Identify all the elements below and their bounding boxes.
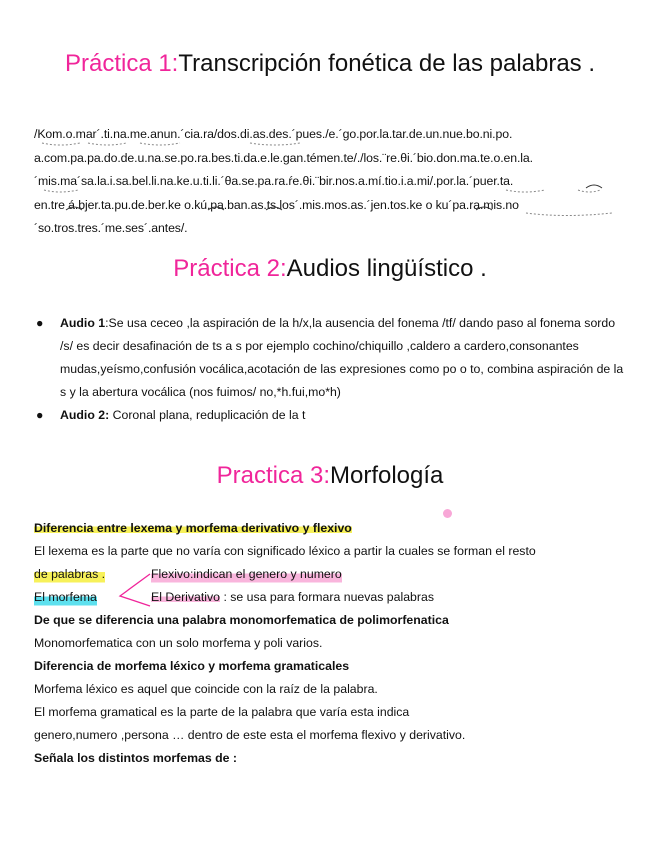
audio-1-text: :Se usa ceceo ,la aspiración de la h/x,la ausencia del fonema /tf/ dando paso al fonema sordo /s/ es decir desafinación de ts a s por ejemplo cochino/chiquillo ,caldero a cardero,consonantes mudas,yeísmo,confusión vocálica,acotación de las expresiones como po o to, combina aspiración de la s y la abertura vocálica (nos fuimos/ no,*h.fui,mo*h): [60, 316, 624, 399]
flexivo-note: Flexivo:indican el genero y numero: [151, 563, 342, 586]
phonetic-line: a.com.pa.pa.do.de.u.na.se.po.ra.bes.ti.da.e.le.gan.témen.te/./los.¨re.θi.´bio.don.ma.te.o.en.la.: [34, 150, 533, 165]
practica-1-label: Práctica 1:: [64, 50, 179, 77]
audio-1-label: Audio 1: [60, 316, 106, 330]
phonetic-line: /Kom.o.mar´.ti.na.me.anun.´cia.ra/dos.di.as.des.´pues./e.´go.por.la.tar.de.un.nue.bo.ni.po.: [34, 127, 513, 141]
derivativo-note: El Derivativo : se usa para formara nuevas palabras: [151, 590, 434, 604]
phonetic-line: ´so.tros.tres.´me.ses´.antes/.: [34, 221, 188, 235]
question-monomorfematica: De que se diferencia una palabra monomorfematica de polimorfenatica: [34, 613, 449, 627]
phonetic-line: en.tre á.bjer.ta.pu.de.ber.ke o.kú.pa.ban.as.ts.los´.mis.mos.as.´jen.tos.ke o ku´pa.ra.mis.no: [34, 197, 519, 212]
phonetic-line: ´mis.ma´sa.la.i.sa.bel.li.na.ke.u.ti.li.´θa.se.pa.ra.ŕe.θi.¨bir.nos.a.mí.tio.i.a.mi/.por.la.´puer.ta.: [34, 174, 514, 188]
answer-morfema-lexico: Morfema léxico es aquel que coincide con la raíz de la palabra.: [34, 682, 378, 696]
bullet-icon: ●: [36, 408, 44, 422]
practica-2-label: Práctica 2:: [173, 255, 287, 282]
question-morfema-lexico: Diferencia de morfema léxico y morfema gramaticales: [34, 659, 350, 673]
question-lexema: Diferencia entre lexema y morfema derivativo y flexivo: [34, 521, 352, 535]
practica-3-title: Morfología: [330, 462, 444, 489]
answer-morfema-gramatical: genero,numero ,persona … dentro de este esta el morfema flexivo y derivativo.: [34, 728, 466, 742]
answer-monomorfematica: Monomorfematica con un solo morfema y poli varios.: [34, 636, 323, 650]
practica-3-label: Practica 3:: [216, 462, 330, 489]
question-senala: Señala los distintos morfemas de :: [34, 751, 237, 765]
practica-1-title: Transcripción fonética de las palabras .: [178, 50, 596, 77]
audio-2-label: Audio 2:: [60, 408, 110, 422]
audio-2-text: Coronal plana, reduplicación de la t: [109, 408, 306, 422]
answer-lexema-line: El lexema es la parte que no varía con significado léxico a partir la cuales se forman el resto: [34, 544, 536, 558]
answer-lexema-line: de palabras .: [34, 563, 105, 586]
practica-2-title: Audios lingüístico .: [286, 255, 487, 282]
el-morfema-label: El morfema: [34, 586, 97, 609]
answer-morfema-gramatical: El morfema gramatical es la parte de la palabra que varía esta indica: [34, 705, 410, 719]
bracket-stroke: [120, 574, 150, 606]
bullet-icon: ●: [36, 316, 44, 330]
